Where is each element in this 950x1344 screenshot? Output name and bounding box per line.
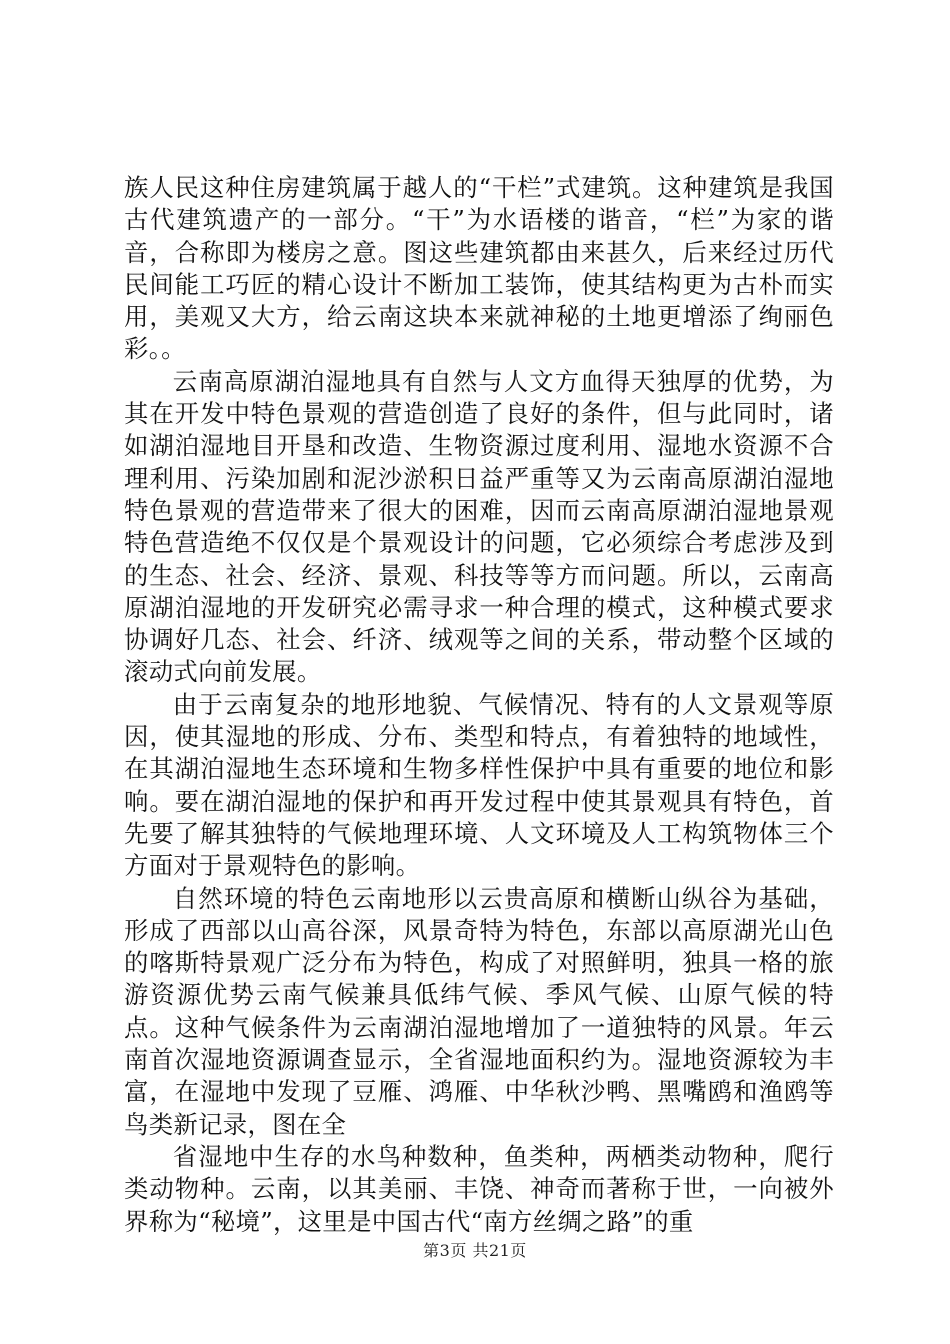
page-footer: 第3页 共21页 <box>423 1241 527 1260</box>
paragraph-3: 由于云南复杂的地形地貌、气候情况、特有的人文景观等原因，使其湿地的形成、分布、类型和特点，有着独特的地域性，在其湖泊湿地生态环境和生物多样性保护中具有重要的地位和影响。要在湖泊湿地的保护和再开发过程中使其景观具有特色，首先要了解其独特的气候地理环境、人文环境及人工构筑物体三个方面对于景观特色的影响。 <box>124 689 834 881</box>
paragraph-2: 云南高原湖泊湿地具有自然与人文方血得天独厚的优势，为其在开发中特色景观的营造创造了良好的条件，但与此同时，诸如湖泊湿地目开垦和改造、生物资源过度利用、湿地水资源不合理利用、污染加剧和泥沙淤积日益严重等又为云南高原湖泊湿地特色景观的营造带来了很大的困难，因而云南高原湖泊湿地景观特色营造绝不仅仅是个景观设计的问题，它必须综合考虑涉及到的生态、社会、经济、景观、科技等等方而问题。所以，云南高原湖泊湿地的开发研究必需寻求一种合理的模式，这种模式要求协调好几态、社会、纤济、绒观等之间的关系，带动整个区域的滚动式向前发展。 <box>124 366 834 687</box>
paragraph-4: 自然环境的特色云南地形以云贵高原和横断山纵谷为基础，形成了西部以山高谷深，风景奇特为特色，东部以高原湖光山色的喀斯特景观广泛分布为特色，构成了对照鲜明，独具一格的旅游资源优势云南气候兼具低纬气候、季风气候、山原气候的特点。这种气候条件为云南湖泊湿地增加了一道独特的风景。年云南首次湿地资源调查显示，全省湿地面积约为。湿地资源较为丰富，在湿地中发现了豆雁、鸿雁、中华秋沙鸭、黑嘴鸥和渔鸥等鸟类新记录，图在全 <box>124 883 834 1139</box>
paragraph-1: 族人民这种住房建筑属于越人的“干栏”式建筑。这种建筑是我国古代建筑遗产的一部分。“干”为水语楼的谐音，“栏”为家的谐音，合称即为楼房之意。图这些建筑都由来甚久，后来经过历代民间能工巧匠的精心设计不断加工装饰，使其结构更为古朴而实用，美观又大方，给云南这块本来就神秘的土地更增添了绚丽色彩。。 <box>124 173 834 364</box>
paragraph-5: 省湿地中生存的水鸟种数种，鱼类种，两栖类动物种，爬行类动物种。云南，以其美丽、丰饶、神奇而著称于世，一向被外界称为“秘境”，这里是中国古代“南方丝绸之路”的重 <box>124 1141 834 1236</box>
document-body <box>124 172 834 1238</box>
